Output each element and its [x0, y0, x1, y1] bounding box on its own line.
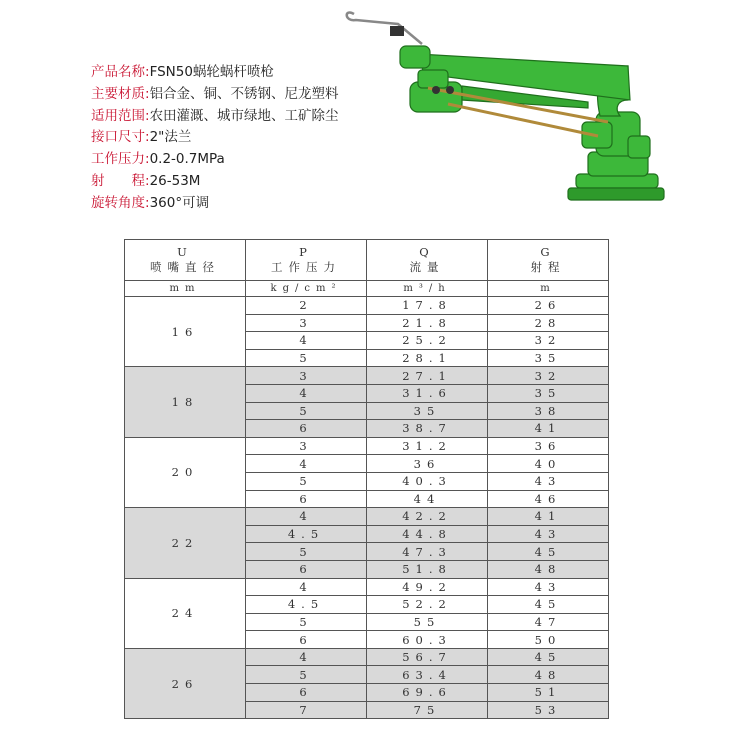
pressure-cell: 4 [246, 384, 367, 402]
performance-table [124, 239, 609, 719]
flow-cell: 17.8 [367, 297, 488, 315]
flow-cell: 21.8 [367, 314, 488, 332]
range-cell: 41 [488, 508, 609, 526]
flow-cell: 47.3 [367, 543, 488, 561]
pressure-cell: 4 [246, 578, 367, 596]
header-code: U [177, 245, 193, 259]
range-cell: 53 [488, 701, 609, 719]
range-cell: 35 [488, 349, 609, 367]
flow-cell: 49.2 [367, 578, 488, 596]
spec-row [91, 149, 339, 171]
pressure-cell: 4 [246, 332, 367, 350]
spec-row [91, 84, 339, 106]
flow-cell: 35 [367, 402, 488, 420]
range-cell: 50 [488, 631, 609, 649]
flow-cell: 31.2 [367, 437, 488, 455]
flow-cell: 28.1 [367, 349, 488, 367]
header-working-pressure [246, 240, 367, 281]
pressure-cell: 4 [246, 508, 367, 526]
range-cell: 48 [488, 666, 609, 684]
nozzle-diameter-cell: 20 [125, 437, 246, 507]
range-cell: 28 [488, 314, 609, 332]
range-cell: 36 [488, 437, 609, 455]
range-cell: 51 [488, 684, 609, 702]
flow-cell: 42.2 [367, 508, 488, 526]
pressure-cell: 6 [246, 560, 367, 578]
table-row [125, 508, 609, 526]
range-cell: 38 [488, 402, 609, 420]
pressure-cell: 5 [246, 666, 367, 684]
flow-cell: 69.6 [367, 684, 488, 702]
pressure-cell: 4.5 [246, 596, 367, 614]
header-nozzle-diameter [125, 240, 246, 281]
range-cell: 40 [488, 455, 609, 473]
flow-cell: 52.2 [367, 596, 488, 614]
pressure-cell: 5 [246, 543, 367, 561]
header-name: 工作压力 [271, 260, 341, 274]
pressure-cell: 6 [246, 420, 367, 438]
spec-value: 26-53M [149, 172, 201, 189]
unit-cell: mm [125, 281, 246, 297]
pressure-cell: 3 [246, 314, 367, 332]
pressure-cell: 5 [246, 402, 367, 420]
spec-label: 射 程: [91, 172, 150, 189]
range-cell: 46 [488, 490, 609, 508]
spec-label: 主要材质: [91, 85, 150, 102]
header-code: Q [419, 245, 435, 259]
table-row [125, 648, 609, 666]
header-flow [367, 240, 488, 281]
spec-value: 2"法兰 [149, 129, 192, 146]
nozzle-diameter-cell: 26 [125, 648, 246, 718]
flow-cell: 63.4 [367, 666, 488, 684]
nozzle-diameter-cell: 22 [125, 508, 246, 578]
spec-value: 360°可调 [149, 194, 210, 211]
range-cell: 26 [488, 297, 609, 315]
range-cell: 43 [488, 525, 609, 543]
spec-row [91, 62, 339, 84]
pressure-cell: 3 [246, 437, 367, 455]
nozzle-diameter-cell: 18 [125, 367, 246, 437]
header-range [488, 240, 609, 281]
spec-label: 旋转角度: [91, 194, 150, 211]
spec-label: 适用范围: [91, 107, 150, 124]
flow-cell: 25.2 [367, 332, 488, 350]
flow-cell: 55 [367, 613, 488, 631]
pressure-cell: 7 [246, 701, 367, 719]
spec-row [91, 106, 339, 128]
range-cell: 45 [488, 543, 609, 561]
spec-value: 0.2-0.7MPa [149, 151, 225, 168]
header-code: G [540, 245, 556, 259]
pressure-cell: 4.5 [246, 525, 367, 543]
table-row [125, 578, 609, 596]
pressure-cell: 5 [246, 349, 367, 367]
flow-cell: 38.7 [367, 420, 488, 438]
flow-cell: 27.1 [367, 367, 488, 385]
range-cell: 32 [488, 367, 609, 385]
spec-label: 产品名称: [91, 64, 150, 80]
unit-cell: m [488, 281, 609, 297]
header-name: 喷嘴直径 [150, 260, 220, 274]
spec-value: FSN50蜗轮蜗杆喷枪 [149, 64, 274, 80]
unit-cell: m³/h [367, 281, 488, 297]
flow-cell: 60.3 [367, 631, 488, 649]
range-cell: 41 [488, 420, 609, 438]
spec-list [91, 62, 339, 215]
spec-row [91, 127, 339, 149]
flow-cell: 36 [367, 455, 488, 473]
range-cell: 35 [488, 384, 609, 402]
header-name: 流量 [409, 260, 445, 274]
pressure-cell: 6 [246, 490, 367, 508]
table-row [125, 297, 609, 315]
nozzle-diameter-cell: 24 [125, 578, 246, 648]
flow-cell: 40.3 [367, 472, 488, 490]
flow-cell: 44.8 [367, 525, 488, 543]
pressure-cell: 3 [246, 367, 367, 385]
flow-cell: 56.7 [367, 648, 488, 666]
range-cell: 45 [488, 596, 609, 614]
range-cell: 43 [488, 472, 609, 490]
unit-cell: kg/cm² [246, 281, 367, 297]
range-cell: 32 [488, 332, 609, 350]
pressure-cell: 4 [246, 648, 367, 666]
pressure-cell: 5 [246, 472, 367, 490]
spec-label: 接口尺寸: [91, 129, 150, 146]
table-row [125, 367, 609, 385]
flow-cell: 31.6 [367, 384, 488, 402]
rain-gun-sprinkler-image [338, 4, 678, 222]
table-body [125, 297, 609, 719]
header-name: 射程 [530, 260, 566, 274]
range-cell: 47 [488, 613, 609, 631]
range-cell: 45 [488, 648, 609, 666]
pressure-cell: 6 [246, 684, 367, 702]
spec-value: 铝合金、铜、不锈钢、尼龙塑料 [149, 85, 339, 102]
spec-row [91, 171, 339, 193]
spec-value: 农田灌溉、城市绿地、工矿除尘 [149, 107, 339, 124]
header-code: P [299, 245, 313, 259]
flow-cell: 51.8 [367, 560, 488, 578]
range-cell: 48 [488, 560, 609, 578]
flow-cell: 44 [367, 490, 488, 508]
flow-cell: 75 [367, 701, 488, 719]
range-cell: 43 [488, 578, 609, 596]
pressure-cell: 5 [246, 613, 367, 631]
spec-label: 工作压力: [91, 151, 150, 168]
nozzle-diameter-cell: 16 [125, 297, 246, 367]
table-row [125, 437, 609, 455]
pressure-cell: 6 [246, 631, 367, 649]
spec-row [91, 193, 339, 215]
pressure-cell: 4 [246, 455, 367, 473]
pressure-cell: 2 [246, 297, 367, 315]
